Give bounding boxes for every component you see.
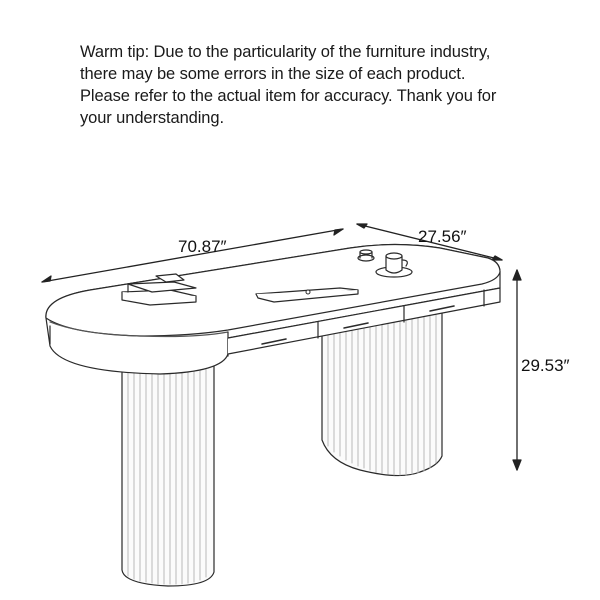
- height-dimension-line: [513, 270, 521, 470]
- warm-tip-line-2: there may be some errors in the size of each product.: [80, 65, 466, 83]
- warm-tip-line-3: Please refer to the actual item for accuracy. Thank you for: [80, 87, 497, 105]
- warm-tip-line-4: your understanding.: [80, 109, 224, 127]
- warm-tip-line-1: Warm tip: Due to the particularity of the furniture industry,: [80, 43, 491, 61]
- height-dimension-label: 29.53″: [521, 356, 570, 375]
- length-dimension-label: 70.87″: [178, 237, 227, 256]
- small-cup: [358, 250, 374, 261]
- depth-dimension-label: 27.56″: [418, 227, 467, 246]
